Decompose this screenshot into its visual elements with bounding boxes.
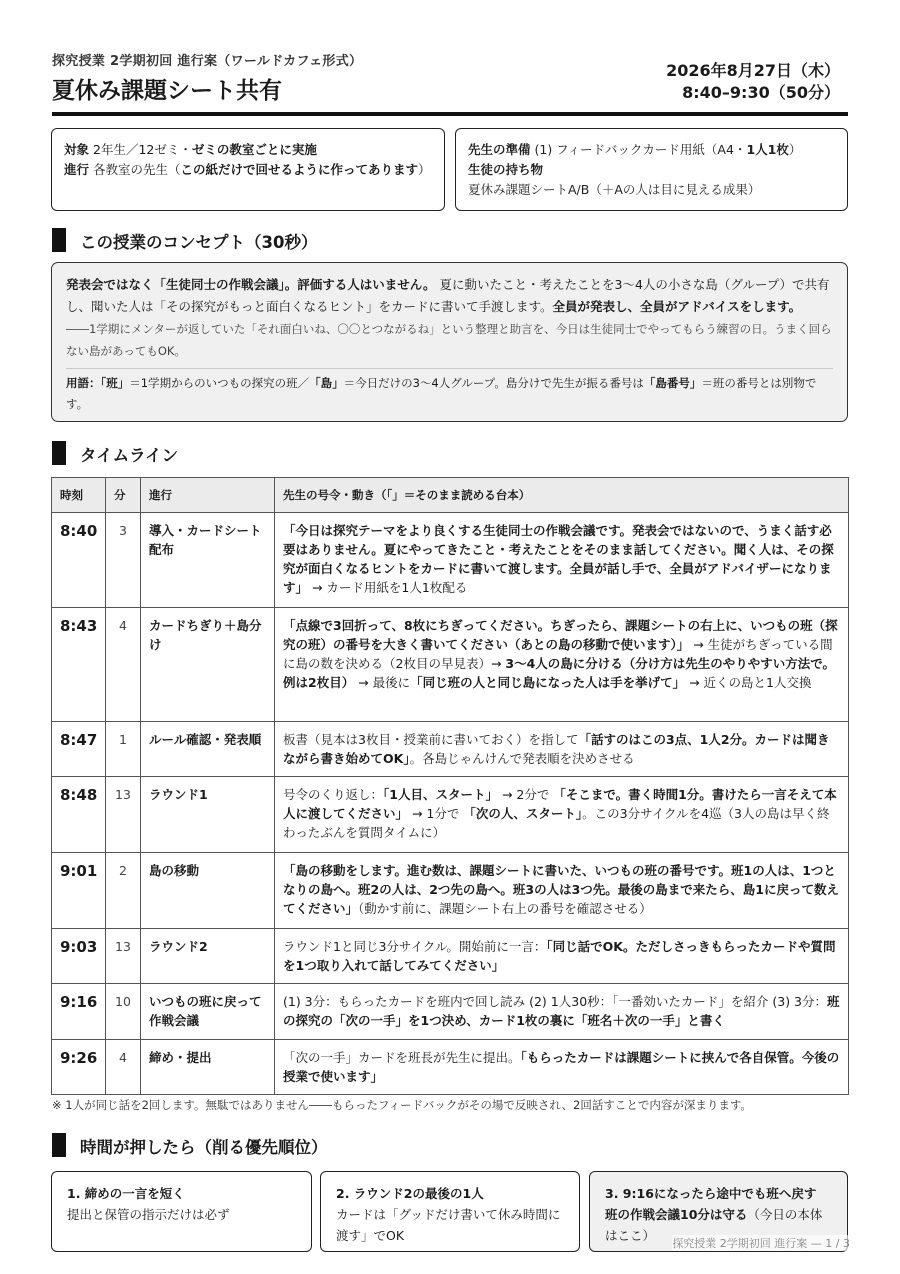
script-note: (1) 3分：もらったカードを班内で回し読み (2) 1人30秒：「一番効いたカード」を紹介 (3) 3分： (283, 994, 828, 1009)
lead-text-end: ） (418, 162, 431, 177)
script-note: 。この3分サイクルを4巡（3人の島は早く終わったぶんを質問タイムに） (283, 806, 830, 840)
timeline-row (52, 777, 849, 853)
script-line: 「今日は探究テーマをより良くする生徒同士の作戦会議です。発表会ではないので、うまく話す必要はありません。夏にやってきたこと・考えたことをそのまま話してください。聞く人は、その探究が面白くなるヒントをカードに書いて渡します。全員が話し手で、全員がアドバイザーになります」 (283, 523, 834, 595)
lead-label: 進行 (64, 162, 90, 177)
target-text: 2年生／12ゼミ・ (93, 142, 192, 157)
timeline-row (52, 608, 849, 722)
row-time: 9:01 (52, 853, 106, 929)
concept-lead: 発表会ではなく「生徒同士の作戦会議」。評価する人はいません。 (66, 277, 436, 292)
term-shima-number: 「島番号」 (643, 376, 702, 390)
priority-card-text-aside: （今日の本体はここ） (605, 1207, 823, 1243)
row-step: 導入・カードシート配布 (141, 513, 275, 608)
script-line: 「同じ話でOK。ただしさっきもらったカードや質問を1つ取り入れて話してみてください」 (283, 939, 836, 973)
concept-divider (66, 368, 833, 369)
row-script (275, 513, 849, 608)
section-title: タイムライン (80, 446, 179, 465)
concept-paragraph (66, 274, 833, 362)
script-line: 「もらったカードは課題シートに挟んで各自保管。今後の授業で使います」 (283, 1050, 840, 1084)
row-step: いつもの班に戻って作戦会議 (141, 984, 275, 1040)
row-time: 9:16 (52, 984, 106, 1040)
row-time: 8:47 (52, 722, 106, 777)
script-line: 「島の移動をします。進む数は、課題シートに書いた、いつもの班の番号です。班1の人は、1つとなりの島へ。班2の人は、2つ先の島へ。班3の人は3つ先。最後の島まで来たら、島1に戻って数えてください」 (283, 863, 839, 916)
row-time: 8:43 (52, 608, 106, 722)
prep-label: 先生の準備 (468, 142, 531, 157)
lead-text-bold: この紙だけで回せるように作ってあります (180, 162, 419, 177)
script-note: 号令のくり返し： (283, 787, 384, 802)
row-step: ルール確認・発表順 (141, 722, 275, 777)
header-rule (52, 112, 848, 116)
section-bar (52, 1133, 66, 1157)
prep-text: (1) フィードバックカード用紙（A4・ (534, 142, 747, 157)
priority-card-text-bold: 班の作戦会議10分は守る (605, 1207, 748, 1222)
script-note: → 1分で (408, 806, 464, 821)
priority-card-title: 1. 締めの一言を短く (67, 1186, 185, 1201)
section-title: 時間が押したら（削る優先順位） (80, 1138, 328, 1157)
script-note: 「次の一手」カードを班長が先生に提出。 (283, 1050, 521, 1065)
concept-box (51, 262, 848, 422)
timeline-row (52, 722, 849, 777)
priority-card-title: 3. 9:16になったら途中でも班へ戻す (605, 1186, 817, 1201)
script-note: → カード用紙を1人1枚配る (308, 580, 468, 595)
section-bar (52, 441, 66, 465)
row-script (275, 984, 849, 1040)
script-line: 班の探究の「次の一手」を1つ決め、カード1枚の裏に「班名＋次の一手」と書く (283, 994, 840, 1028)
row-step: 締め・提出 (141, 1040, 275, 1095)
date-block (666, 60, 840, 104)
header-time: 時刻 (52, 478, 106, 513)
timeline-row (52, 1040, 849, 1095)
row-script (275, 1040, 849, 1095)
priority-card-title: 2. ラウンド2の最後の1人 (336, 1186, 484, 1201)
row-minutes: 4 (106, 608, 141, 722)
term-shima-def: ＝今日だけの3〜4人グループ。島分けで先生が振る番号は (343, 376, 644, 390)
page-kicker: 探究授業 2学期初回 進行案（ワールドカフェ形式） (52, 54, 363, 69)
section-title: この授業のコンセプト（30秒） (80, 233, 318, 252)
lesson-date: 2026年8月27日（木） (666, 61, 840, 80)
row-script (275, 853, 849, 929)
target-line (64, 140, 432, 160)
script-line: 「同じ班の人と同じ島になった人は手を挙げて」 (410, 675, 686, 690)
concept-emphasis: 全員が発表し、全員がアドバイスをします。 (552, 299, 802, 314)
script-note: → 2分で (497, 787, 554, 802)
header-step: 進行 (141, 478, 275, 513)
term-han-def: ＝1学期からのいつもの探究の班／ (129, 376, 310, 390)
prep-line (468, 140, 835, 160)
script-note: → 最後に (354, 675, 411, 690)
row-step: 島の移動 (141, 853, 275, 929)
prep-text-bold: 1人1枚 (746, 142, 789, 157)
page-title: 夏休み課題シート共有 (52, 78, 282, 104)
row-step: ラウンド1 (141, 777, 275, 853)
row-time: 8:48 (52, 777, 106, 853)
script-line: 「1人目、スタート」 (383, 787, 498, 802)
priority-card-text: カードは「グッドだけ書いて休み時間に渡す」でOK (336, 1207, 561, 1243)
concept-aside: ――1学期にメンターが返していた「それ面白いね、〇〇とつながるね」という整理と助言を、今日は生徒同士でやってもらう練習の日。うまく回らない島があってもOK。 (66, 322, 832, 358)
script-line: 「点線で3回折って、8枚にちぎってください。ちぎったら、課題シートの右上に、いつもの班（探究の班）の番号を大きく書いてください（あとの島の移動で使います）」 (283, 618, 838, 652)
script-line: 「話すのはこの3点、1人2分。カードは聞きながら書き始めてOK」 (283, 732, 830, 766)
info-box-prep (455, 128, 848, 211)
term-shima: 「島」 (309, 376, 344, 390)
timeline-table (51, 477, 849, 1095)
terms-line (66, 373, 833, 415)
page-header (52, 48, 848, 114)
priority-card-1 (51, 1171, 312, 1252)
row-minutes: 2 (106, 853, 141, 929)
bring-label: 生徒の持ち物 (468, 162, 544, 177)
concept-text: 夏に動いたこと・考えたことを3〜4人の小さな島（グループ）で共有し、聞いた人は「その探究がもっと面白くなるヒント」をカードに書いて手渡します。 (66, 277, 830, 314)
target-label: 対象 (64, 142, 90, 157)
term-shima-number-def: ＝班の番号とは別物です。 (66, 376, 817, 411)
terms-label: 用語： (66, 376, 101, 390)
script-note: 板書（見本は3枚目・授業前に書いておく）を指して (283, 732, 579, 747)
row-minutes: 10 (106, 984, 141, 1040)
bring-text: 夏休み課題シートA/B（＋Aの人は目に見える成果） (468, 182, 761, 197)
lead-line (64, 160, 432, 180)
row-time: 9:26 (52, 1040, 106, 1095)
timeline-row (52, 853, 849, 929)
lesson-time: 8:40–9:30（50分） (682, 83, 840, 102)
lead-text: 各教室の先生（ (93, 162, 181, 177)
row-time: 9:03 (52, 929, 106, 984)
row-step: カードちぎり＋島分け (141, 608, 275, 722)
header-script: 先生の号令・動き（「」＝そのまま読める台本） (275, 478, 849, 513)
term-han: 「班」 (100, 376, 130, 390)
timeline-body (52, 513, 849, 1095)
page-footer: 探究授業 2学期初回 進行案 — 1 / 3 (672, 1237, 850, 1250)
priority-card-2 (320, 1171, 580, 1252)
row-minutes: 13 (106, 777, 141, 853)
header-minutes: 分 (106, 478, 141, 513)
bring-line (468, 160, 835, 200)
script-note: → 生徒がちぎっている間に島の数を決める（2枚目の早見表）→ (283, 637, 833, 671)
row-minutes: 1 (106, 722, 141, 777)
info-box-target (51, 128, 445, 211)
section-bar (52, 228, 66, 252)
priority-card-text: 提出と保管の指示だけは必ず (67, 1207, 230, 1222)
row-time: 8:40 (52, 513, 106, 608)
row-minutes: 3 (106, 513, 141, 608)
timeline-row (52, 984, 849, 1040)
script-line: 「次の人、スタート」 (463, 806, 583, 821)
timeline-header-row (52, 478, 849, 513)
script-line: 「そこまで。書く時間1分。書けたら一言そえて本人に渡してください」 (283, 787, 837, 821)
timeline-note: ※ 1人が同じ話を2回します。無駄ではありません――もらったフィードバックがその場で反映され、2回話すことで内容が深まります。 (52, 1098, 752, 1112)
row-minutes: 4 (106, 1040, 141, 1095)
script-line: 3〜4人の島に分ける（分け方は先生のやりやすい方法で。例は2枚目） (283, 656, 836, 690)
script-note: ラウンド1と同じ3分サイクル。開始前に一言： (283, 939, 547, 954)
timeline-row (52, 513, 849, 608)
row-script (275, 608, 849, 722)
target-text-bold: ゼミの教室ごとに実施 (191, 142, 317, 157)
row-script (275, 929, 849, 984)
script-note: → 近くの島と1人交換 (685, 675, 812, 690)
row-script (275, 722, 849, 777)
row-script (275, 777, 849, 853)
prep-text-end: ） (788, 142, 802, 157)
script-note: （動かす前に、課題シート右上の番号を確認させる） (358, 901, 652, 916)
script-note: 。各島じゃんけんで発表順を決めさせる (409, 751, 635, 766)
timeline-row (52, 929, 849, 984)
row-minutes: 13 (106, 929, 141, 984)
row-step: ラウンド2 (141, 929, 275, 984)
